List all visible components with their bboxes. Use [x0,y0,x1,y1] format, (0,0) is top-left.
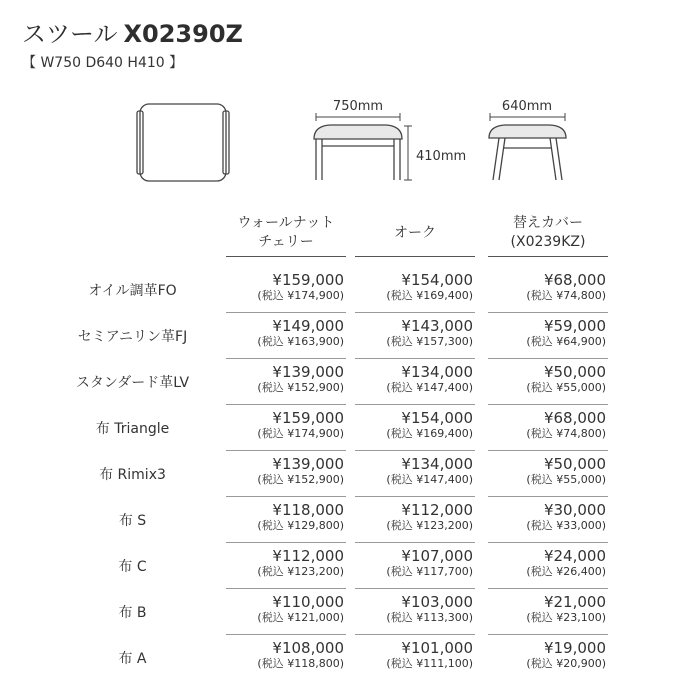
top-view-drawing [137,104,229,181]
row-separator [355,496,475,497]
price-cell [224,409,344,441]
row-separator [488,312,608,313]
price-cell [353,455,473,487]
row-separator [355,542,475,543]
price-value: ¥139,000 [272,455,344,473]
column-header-line1: ウォールナット [237,215,335,231]
price-value: ¥154,000 [401,271,473,289]
price-cell [224,363,344,395]
row-separator [355,404,475,405]
tax-included-price: (税込 ¥26,400) [526,565,606,578]
tax-included-price: (税込 ¥20,900) [526,657,606,670]
row-separator [488,634,608,635]
width-dimension-label: 750mm [332,99,384,114]
price-cell [353,593,473,625]
price-cell [486,409,606,441]
tax-included-price: (税込 ¥33,000) [526,519,606,532]
price-cell [486,317,606,349]
row-label: 布 Rimix3 [99,467,166,483]
column-header-rule [488,256,608,257]
row-label: セミアニリン革FJ [77,329,188,345]
tax-included-price: (税込 ¥123,200) [386,519,473,532]
price-value: ¥68,000 [543,409,606,427]
price-cell [224,593,344,625]
row-separator [226,634,346,635]
column-header [478,214,618,252]
row-separator [355,634,475,635]
price-value: ¥50,000 [543,455,606,473]
column-header-line1: オーク [394,225,436,241]
price-cell [486,547,606,579]
price-cell [353,409,473,441]
row-label: 布 B [118,605,147,621]
tax-included-price: (税込 ¥55,000) [526,473,606,486]
price-cell [224,317,344,349]
row-separator [488,496,608,497]
price-value: ¥110,000 [272,593,344,611]
tax-included-price: (税込 ¥163,900) [257,335,344,348]
price-cell [486,639,606,671]
row-separator [355,450,475,451]
column-header-line1: 替えカバー [513,215,583,231]
tax-included-price: (税込 ¥152,900) [257,473,344,486]
tax-included-price: (税込 ¥147,400) [386,473,473,486]
price-value: ¥19,000 [543,639,606,657]
tax-included-price: (税込 ¥121,000) [257,611,344,624]
price-value: ¥50,000 [543,363,606,381]
row-separator [488,588,608,589]
price-value: ¥107,000 [401,547,473,565]
row-separator [226,312,346,313]
depth-dimension-label: 640mm [501,99,553,114]
price-value: ¥149,000 [272,317,344,335]
column-header-line2: チェリー [258,234,314,250]
column-header [345,224,485,243]
row-separator [226,542,346,543]
price-cell [486,501,606,533]
column-header [216,214,356,252]
stool-diagrams [0,0,700,200]
row-separator [355,312,475,313]
price-cell [486,593,606,625]
price-cell [486,363,606,395]
price-value: ¥21,000 [543,593,606,611]
column-header-line2: (X0239KZ) [510,234,586,250]
price-value: ¥139,000 [272,363,344,381]
row-separator [226,588,346,589]
row-label: 布 A [118,651,147,667]
tax-included-price: (税込 ¥169,400) [386,427,473,440]
column-header-rule [355,256,475,257]
row-separator [226,358,346,359]
price-cell [353,639,473,671]
price-value: ¥24,000 [543,547,606,565]
column-header-rule [226,256,346,257]
row-separator [488,542,608,543]
price-value: ¥112,000 [272,547,344,565]
price-value: ¥154,000 [401,409,473,427]
tax-included-price: (税込 ¥174,900) [257,427,344,440]
tax-included-price: (税込 ¥157,300) [386,335,473,348]
tax-included-price: (税込 ¥64,900) [526,335,606,348]
row-separator [226,404,346,405]
row-separator [488,358,608,359]
price-value: ¥108,000 [272,639,344,657]
row-separator [355,588,475,589]
row-separator [226,450,346,451]
tax-included-price: (税込 ¥169,400) [386,289,473,302]
tax-included-price: (税込 ¥23,100) [526,611,606,624]
price-cell [224,639,344,671]
side-view-drawing [489,113,566,180]
tax-included-price: (税込 ¥117,700) [386,565,473,578]
row-label: スタンダード革LV [75,375,190,391]
price-cell [486,271,606,303]
price-value: ¥59,000 [543,317,606,335]
price-cell [353,501,473,533]
tax-included-price: (税込 ¥147,400) [386,381,473,394]
tax-included-price: (税込 ¥74,800) [526,289,606,302]
row-separator [488,450,608,451]
price-cell [353,317,473,349]
height-dimension-label: 410mm [416,149,467,164]
row-label: 布 C [118,559,147,575]
price-cell [486,455,606,487]
price-cell [353,363,473,395]
price-value: ¥134,000 [401,455,473,473]
price-value: ¥143,000 [401,317,473,335]
price-cell [353,271,473,303]
price-value: ¥30,000 [543,501,606,519]
tax-included-price: (税込 ¥118,800) [257,657,344,670]
price-value: ¥112,000 [401,501,473,519]
tax-included-price: (税込 ¥123,200) [257,565,344,578]
price-cell [224,547,344,579]
price-cell [224,501,344,533]
product-name: スツール [22,20,118,48]
tax-included-price: (税込 ¥111,100) [386,657,473,670]
tax-included-price: (税込 ¥152,900) [257,381,344,394]
row-label: 布 S [118,513,147,529]
tax-included-price: (税込 ¥74,800) [526,427,606,440]
row-separator [226,496,346,497]
row-label: オイル調革FO [88,283,177,299]
tax-included-price: (税込 ¥174,900) [257,289,344,302]
price-cell [224,271,344,303]
product-model: X02390Z [123,20,243,48]
front-view-drawing [314,113,412,180]
price-value: ¥159,000 [272,409,344,427]
price-value: ¥103,000 [401,593,473,611]
tax-included-price: (税込 ¥55,000) [526,381,606,394]
price-value: ¥68,000 [543,271,606,289]
product-dimensions: 【 W750 D640 H410 】 [22,55,184,71]
row-separator [355,358,475,359]
tax-included-price: (税込 ¥113,300) [386,611,473,624]
price-value: ¥101,000 [401,639,473,657]
row-label: 布 Triangle [95,421,170,437]
price-value: ¥159,000 [272,271,344,289]
row-separator [488,404,608,405]
tax-included-price: (税込 ¥129,800) [257,519,344,532]
price-value: ¥134,000 [401,363,473,381]
price-cell [224,455,344,487]
price-cell [353,547,473,579]
price-value: ¥118,000 [272,501,344,519]
